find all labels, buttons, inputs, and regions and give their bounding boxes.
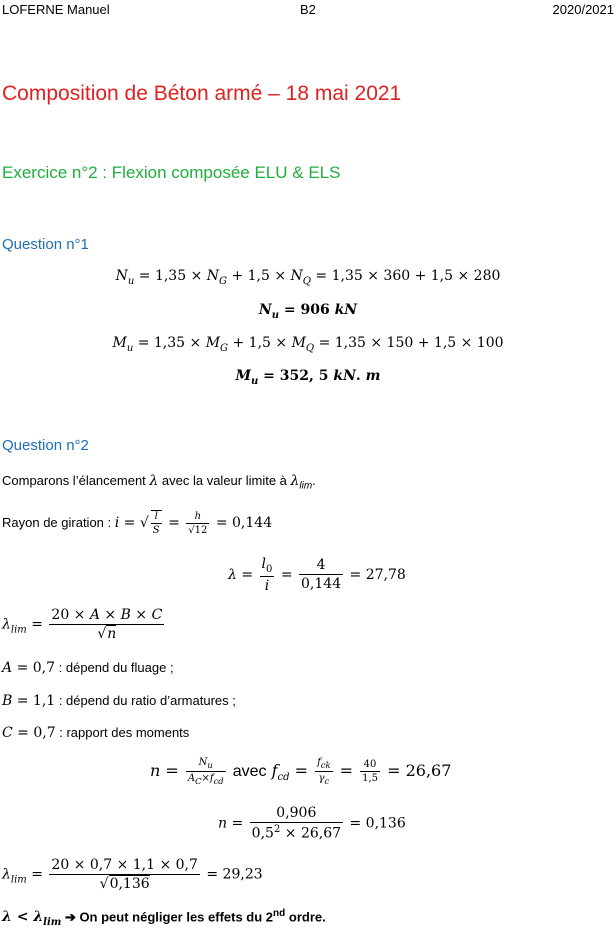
mu-result: $M_u = 352$, 5 kN. m — [235, 368, 381, 387]
rayon-label: Rayon de giration : — [2, 515, 115, 530]
conclusion: $\lambda < \lambda_{lim}$ ➔ On peut négliger les effets du 2nd ordre. — [2, 908, 326, 929]
header-class: B2 — [300, 2, 316, 17]
nu-result: $N_u = 906$ kN — [258, 302, 358, 321]
header-author: LOFERNE Manuel — [2, 2, 110, 17]
mu-equation: $M_u = 1,35 \times M_G + 1,5 \times M_Q = 1,35 \times 150 + 1,5 \times 100$ — [112, 335, 504, 354]
page-title: Composition de Béton armé – 18 mai 2021 — [2, 82, 402, 105]
lambdalim-value: $\lambda_{lim}$ = $\frac{20 \times 0,7 \times 1,1 \times 0,7}{√0,136}$ = 29,23 — [2, 857, 263, 892]
b-line: B = 1,1 : dépend du ratio d’armatures ; — [2, 693, 236, 709]
a-line: A = 0,7 : dépend du fluage ; — [2, 660, 174, 676]
nu-equation: $N_u = 1,35 \times N_G + 1,5 \times N_Q = 1,35 \times 360 + 1,5 \times 280$ — [115, 268, 501, 287]
lambdalim-formula: $\lambda_{lim}$ = $\frac{20 \times A \times B \times C}{√n}$ — [2, 607, 163, 642]
n-equation: n = $\frac{N_u}{A_C\times f_{cd}}$ avec $f_{cd}$ = $\frac{f_{ck}}{\gamma_c}$ = $\frac{40}{1,5}$ = 26,67 — [150, 757, 452, 786]
question-2-heading: Question n°2 — [2, 437, 89, 454]
rayon-giration: Rayon de giration : i = √ $\frac{l}{S}$ = $\frac{h}{√12}$ = 0,144 — [2, 510, 273, 536]
lambda-equation: λ = $\frac{l_0}{i}$ = $\frac{4}{0,144}$ = 27,78 — [228, 556, 406, 594]
q2-intro: Comparons l’élancement λ avec la valeur limite à $\lambda_{lim}$. — [2, 473, 316, 492]
question-1-heading: Question n°1 — [2, 236, 89, 253]
exercise-title: Exercice n°2 : Flexion composée ELU & ELS — [2, 163, 341, 182]
header-year: 2020/2021 — [552, 2, 614, 17]
c-line: C = 0,7 : rapport des moments — [2, 725, 190, 741]
n-value: n = $\frac{0,906}{0,5^2 \times 26,67}$ = 0,136 — [218, 805, 406, 842]
